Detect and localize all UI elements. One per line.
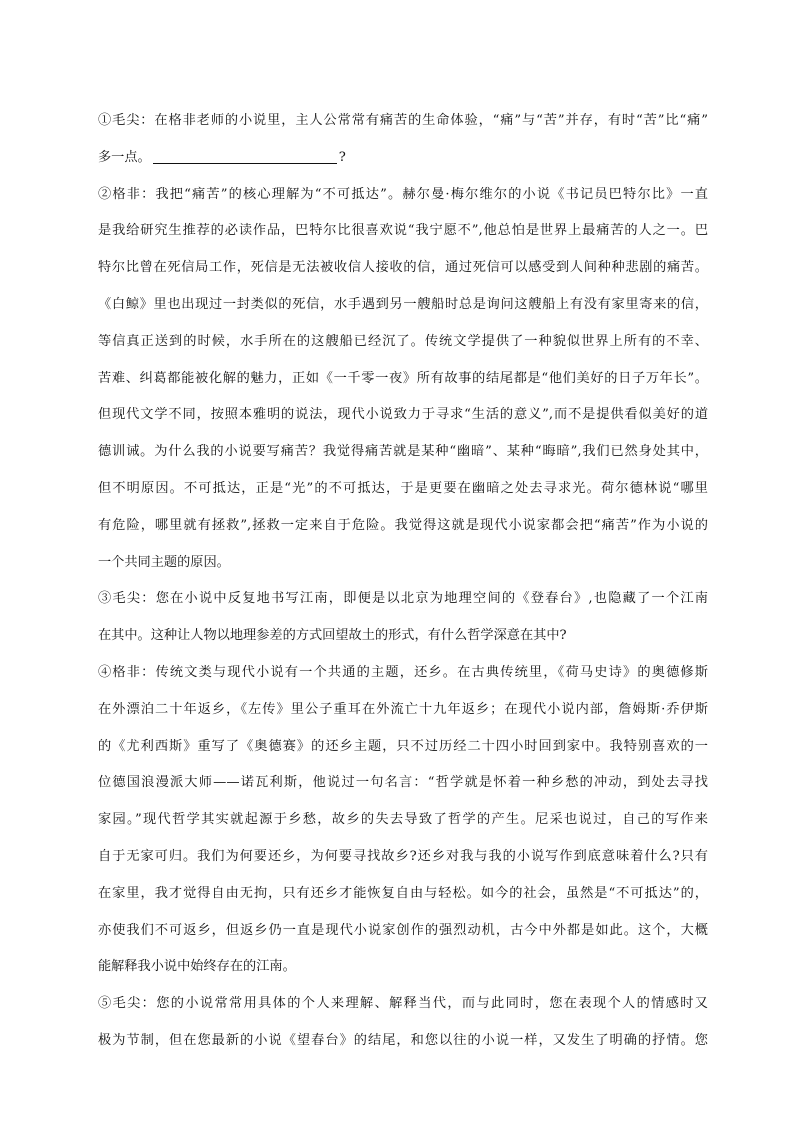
text-line: ⑤毛尖：您的小说常常用具体的个人来理解、解释当代，而与此同时，您在表现个人的情感时又 (98, 996, 708, 1012)
text-line: 能解释我小说中始终存在的江南。 (98, 959, 296, 975)
text-line: 《白鲸》里也出现过一封类似的死信，水手遇到另一艘船时总是询问这艘船上有没有家里寄来的信， (98, 296, 708, 312)
paragraph-3 (98, 581, 708, 655)
text-line: 是我给研究生推荐的必读作品，巴特尔比很喜欢说“我宁愿不”,他总怕是世界上最痛苦的人之一。巴 (98, 223, 708, 239)
text-line: 在外漂泊二十年返乡，《左传》里公子重耳在外流亡十九年返乡；在现代小说内部，詹姆斯·乔伊斯 (98, 701, 708, 717)
text-line: 家园。”现代哲学其实就起源于乡愁，故乡的失去导致了哲学的产生。尼采也说过，自己的写作来 (98, 812, 708, 828)
text-line: ③毛尖：您在小说中反复地书写江南，即便是以北京为地理空间的《登春台》,也隐藏了一个江南 (98, 591, 708, 607)
question-mark: ? (338, 149, 346, 165)
text-span: 多一点。 (98, 149, 151, 165)
text-line: 在家里，我才觉得自由无拘，只有还乡才能恢复自由与轻松。如今的社会，虽然是“不可抵达”的， (98, 885, 708, 901)
text-line: 有危险，哪里就有拯救”,拯救一定来自于危险。我觉得这就是现代小说家都会把“痛苦”作为小说的 (98, 517, 708, 533)
text-line: 但现代文学不同，按照本雅明的说法，现代小说致力于寻求“生活的意义”,而不是提供看似美好的道 (98, 407, 708, 423)
text-line: 自于无家可归。我们为何要还乡，为何要寻找故乡?还乡对我与我的小说写作到底意味着什么?只有 (98, 848, 708, 864)
text-line: 亦使我们不可返乡，但返乡仍一直是现代小说家创作的强烈动机，古今中外都是如此。这个，大概 (98, 922, 708, 938)
text-line: 等信真正送到的时候，水手所在的这艘船已经沉了。传统文学提供了一种貌似世界上所有的不幸、 (98, 333, 708, 349)
text-line: 德训诫。为什么我的小说要写痛苦？我觉得痛苦就是某种“幽暗”、某种“晦暗”,我们已然身处其中， (98, 444, 708, 460)
paragraph-4 (98, 655, 708, 986)
text-line: 在其中。这种让人物以地理参差的方式回望故土的形式，有什么哲学深意在其中? (98, 628, 567, 644)
paragraph-5 (98, 986, 708, 1060)
text-line: 极为节制，但在您最新的小说《望春台》的结尾，和您以往的小说一样，又发生了明确的抒情。您 (98, 1032, 708, 1048)
text-line: 的《尤利西斯》重写了《奥德赛》的还乡主题，只不过历经二十四小时回到家中。我特别喜欢的一 (98, 738, 708, 754)
paragraph-1 (98, 103, 708, 177)
text-line: ②格非：我把“痛苦”的核心理解为“不可抵达”。赫尔曼·梅尔维尔的小说《书记员巴特尔比》一直 (98, 186, 708, 202)
document-body (98, 103, 708, 1060)
paragraph-2 (98, 177, 708, 582)
text-line: 一个共同主题的原因。 (98, 554, 230, 570)
text-line: 但不明原因。不可抵达，正是“光”的不可抵达，于是更要在幽暗之处去寻求光。荷尔德林说“哪里 (98, 480, 708, 496)
text-line: 苦难、纠葛都能被化解的魅力，正如《一千零一夜》所有故事的结尾都是“他们美好的日子万年长”。 (98, 370, 708, 386)
text-line-with-blank (98, 140, 708, 177)
text-line: 位德国浪漫派大师——诺瓦利斯，他说过一句名言：“哲学就是怀着一种乡愁的冲动，到处去寻找 (98, 775, 708, 791)
text-line: 特尔比曾在死信局工作，死信是无法被收信人接收的信，通过死信可以感受到人间种种悲剧的痛苦。 (98, 260, 708, 276)
text-line: ④格非：传统文类与现代小说有一个共通的主题，还乡。在古典传统里，《荷马史诗》的奥德修斯 (98, 664, 708, 680)
answer-blank[interactable] (153, 149, 337, 164)
text-line: ①毛尖：在格非老师的小说里，主人公常常有痛苦的生命体验，“痛”与“苦”并存，有时“苦”比“痛” (98, 113, 708, 128)
